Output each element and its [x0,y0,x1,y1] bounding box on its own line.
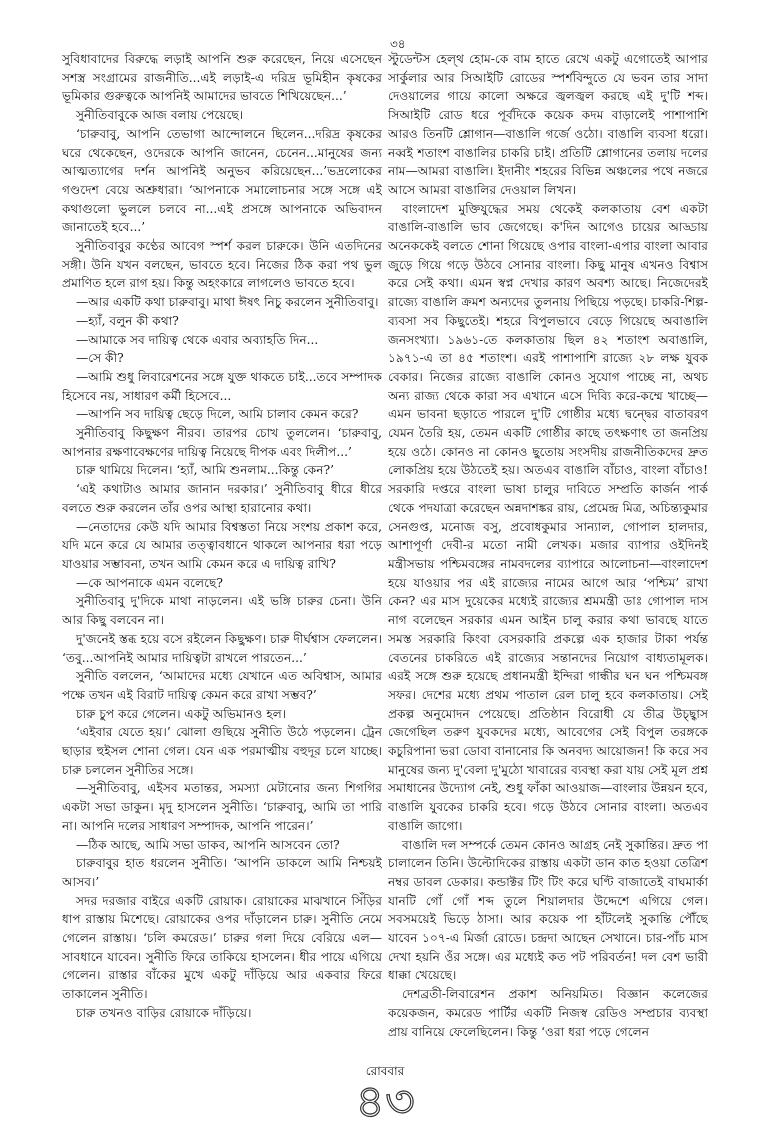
paragraph: চারু চুপ করে গেলেন। একটু অভিমানও হল। [76,706,287,721]
paragraph: ‘এই কথাটাও আমার জানান দরকার।’ সুনীতিবাবু ধীরে ধীরে বলতে শুরু করলেন তাঁর ওপর আস্থা হারানোর কথা। [62,482,382,515]
left-text-column [62,50,382,1050]
paragraph: —কে আপনাকে এমন বলেছে? [76,575,223,590]
paragraph: বাংলাদেশ মুক্তিযুদ্ধের সময় থেকেই কলকাতায় বেশ একটা বাঙালি-বাঙালি ভাব জেগেছে। ক'দিন আগেও চায়ের আড্ডায় অনেককেই বলতে শোনা গিয়েছে ওপার বাংলা-এপার বাংলা আবার জুড়ে গিয়ে গড়ে উঠবে সোনার বাংলা। কিছু মানুষ এখনও বিশ্বাস করে সেই কথা। এমন স্বপ্ন দেখার কারণ অবশ্য আছে। নিজেদেরই রাজ্যে বাঙালি ক্রমশ অন্যদের তুলনায় পিছিয়ে পড়ছে। চাকরি-শিল্প-ব্যবসা সব কিছুতেই। শহরে বিপুলভাবে বেড়ে গিয়েছে অবাঙালি জনসংখ্যা। ১৯৬১-তে কলকাতায় ছিল ৪২ শতাংশ অবাঙালি, ১৯৭১-এ তা ৪৫ শতাংশ। এরই পাশাপাশি রাজ্যে ২৮ লক্ষ যুবক বেকার। নিজের রাজ্যে বাঙালি কোনও সুযোগ পাচ্ছে না, অথচ অন্য রাজ্য থেকে কারা সব এখানে এসে দিব্যি করে-কম্মে খাচ্ছে—এমন ভাবনা ছড়াতে পারলে দু'টি গোষ্ঠীর মধ্যে দ্বন্দ্বের বাতাবরণ যেমন তৈরি হয়, তেমন একটি গোষ্ঠীর কাছে তৎক্ষণাৎ তা জনপ্রিয় হয়ে ওঠে। কোনও না কোনও ছুতোয় সংসদীয় রাজনীতিকদের দ্রুত লোকপ্রিয় হয়ে উঠতেই হয়। অতএব বাঙালি বাঁচাও, বাংলা বাঁচাও! সরকারি দপ্তরে বাংলা ভাষা চালুর দাবিতে সম্প্রতি কার্জন পার্ক থেকে পদযাত্রা করেছেন অন্নদাশঙ্কর রায়, প্রেমেন্দ্র মিত্র, অচিন্ত্যকুমার সেনগুপ্ত, মনোজ বসু, প্রবোধকুমার সান্যাল, গোপাল হালদার, আশাপূর্ণা দেবী-র মতো নামী লেখক। মজার ব্যাপার ওইদিনই মন্ত্রীসভায় পশ্চিমবঙ্গের নামবদলের ব্যাপারে আলোচনা—বাংলাদেশ হয়ে যাওয়ার পর এই রাজ্যের নামের আগে আর ‘পশ্চিম’ রাখা কেন? এর মাস দুয়েকের মধ্যেই রাজ্যের শ্রমমন্ত্রী ডাঃ গোপাল দাস নাগ বলেছেন সরকার এমন আইন চালু করার কথা ভাবছে যাতে সমস্ত সরকারি কিংবা বেসরকারি প্রকল্পে এক হাজার টাকা পর্যন্ত বেতনের চাকরিতে এই রাজ্যের সন্তানদের নিয়োগ বাধ্যতামূলক। এরই সঙ্গে শুরু হয়েছে প্রধানমন্ত্রী ইন্দিরা গান্ধীর ঘন ঘন পশ্চিমবঙ্গ সফর। দেশের মধ্যে প্রথম পাতাল রেল চালু হবে কলকাতায়। সেই প্রকল্প অনুমোদন পেয়েছে। প্রতিষ্ঠান বিরোধী যে তীব্র উচ্ছ্বাস জেগেছিল তরুণ যুবকদের মধ্যে, আবেগের সেই বিপুল তরঙ্গকে কচুরিপানা ভরা ডোবা বানানোর কি অনবদ্য আয়োজন! কি করে সব মানুষের জন্য দু'বেলা দু'মুঠো খাবারের ব্যবস্থা করা যায় সেই মূল প্রশ্ন সমাধানের উদ্যোগ নেই, শুধু ফাঁকা আওয়াজ—বাংলার উন্নয়ন হবে, বাঙালি যুবকের চাকরি হবে। গড়ে উঠবে সোনার বাংলা। অতএব বাঙালি জাগো। [388,201,708,833]
paragraph: —আর একটি কথা চারুবাবু। মাথা ঈষৎ নিচু করলেন সুনীতিবাবু। [76,295,379,310]
paragraph: সদর দরজার বাইরে একটি রোয়াক। রোয়াকের মাঝখানে সিঁড়ির ধাপ রাস্তায় মিশেছে। রোয়াকের ওপর দাঁড়ালেন চারু। সুনীতি নেমে গেলেন রাস্তায়। ‘চলি কমরেড।’ চারুর গলা দিয়ে বেরিয়ে এল—সাবধানে যাবেন। সুনীতি ফিরে তাকিয়ে হাসলেন। ধীর পায়ে এগিয়ে গেলেন। রাস্তার বাঁকের মুখে একটু দাঁড়িয়ে আর একবার ফিরে তাকালেন সুনীতি। [62,893,382,1002]
paragraph: দু'জনেই স্তব্ধ হয়ে বসে রইলেন কিছুক্ষণ। চারু দীর্ঘশ্বাস ফেললেন। ‘তবু...আপনিই আমার দায়িত্বটা রাখলে পারতেন...’ [62,631,382,665]
column-number: ৩৪ [390,37,406,51]
paragraph: ‘চারুবাবু, আপনি তেভাগা আন্দোলনে ছিলেন...দরিদ্র কৃষকের ঘরে থেকেছেন, ওদেরকে আপনি জানেন, চেনেন...মানুষের জন্য আত্মত্যাগের দর্শন আপনিই অনুভব করিয়েছেন...’ভদ্রলোকের গণ্ডদেশ বেয়ে অশ্রুধারা। ‘আপনাকে সমালোচনার সঙ্গে সঙ্গে এই কথাগুলো ভুললে চলবে না...এই প্রসঙ্গে আপনাকে অভিবাদন জানাতেই হবে...’ [62,126,382,235]
paragraph: সুনীতি বললেন, ‘আমাদের মধ্যে যেখানে এত অবিশ্বাস, আমার পক্ষে তখন এই বিরাট দায়িত্ব কেমন করে রাখা সম্ভব?’ [62,669,382,702]
paragraph: —ঠিক আছে, আমি সভা ডাকব, আপনি আসবেন তো? [76,837,340,852]
paragraph: ‘এইবার যেতে হয়।’ ঝোলা গুছিয়ে সুনীতি উঠে পড়লেন। ট্রেন ছাড়ার হুইসল শোনা গেল। যেন এক পরমাত্মীয় বহুদূর চলে যাচ্ছে। চারু চললেন সুনীতির সঙ্গে। [62,725,382,777]
paragraph: —হ্যাঁ, বলুন কী কথা? [76,313,179,328]
paragraph: —আমি শুধু লিবারেশনের সঙ্গে যুক্ত থাকতে চাই...তবে সম্পাদক হিসেবে নয়, সাধারণ কর্মী হিসেবে... [62,369,382,403]
paragraph: চারুবাবুর হাত ধরলেন সুনীতি। ‘আপনি ডাকলে আমি নিশ্চয়ই আসব।’ [62,856,382,889]
footer-label: রোববার [365,1064,405,1078]
paragraph: —সে কী? [76,351,124,366]
paragraph: বাঙালি দল সম্পর্কে তেমন কোনও আগ্রহ নেই সুকান্তির। দ্রুত পা চালালেন তিনি। উল্টোদিকের রাস্তায় একটা ডান কাত হওয়া তেত্রিশ নম্বর ডাবল ডেকার। কন্ডাক্টর টিং টিং করে ঘণ্টি বাজাতেই বাঘমার্কা যানটি গোঁ গোঁ শব্দ তুলে শিয়ালদার উদ্দেশে এগিয়ে গেল। সবসময়েই ভিড়ে ঠাসা। আর কয়েক পা হাঁটলেই সুকান্তি পৌঁছে যাবেন ১০৭-এ মির্জা রোডে। চন্দ্রদা আছেন সেখানে। চার-পাঁচ মাস দেখা হয়নি ওঁর সঙ্গে। এর মধ্যেই কত পট পরিবর্তন! দল বেশ ভারী ধাক্কা খেয়েছে। [388,837,708,983]
paragraph: সুনীতিবাবুকে আজ বলায় পেয়েছে। [76,108,244,123]
paragraph: সুনীতিবাবু কিছুক্ষণ নীরব। তারপর চোখ তুললেন। ‘চারুবাবু, আপনার রক্ষণাবেক্ষণের দায়িত্ব নিয়েছে দীপক এবং দিলীপ...’ [62,426,382,459]
paragraph: চারু তখনও বাড়ির রোয়াকে দাঁড়িয়ে। [76,1005,252,1020]
paragraph: চারু থামিয়ে দিলেন। ‘হ্যাঁ, আমি শুনলাম...কিন্তু কেন?’ [76,463,334,478]
paragraph: —আপনি সব দায়িত্ব ছেড়ে দিলে, আমি চালাব কেমন করে? [76,407,359,422]
paragraph: দেশব্রতী-লিবারেশন প্রকাশ অনিয়মিত। বিজ্ঞান কলেজের কয়েকজন, কমরেড পার্টির একটি নিজস্ব রেডিও সম্প্রচার ব্যবস্থা প্রায় বানিয়ে ফেলেছিলেন। কিন্তু ‘ওরা ধরা পড়ে গেলেন [388,987,708,1039]
right-text-column [388,50,708,1060]
page-number: ৪৩ [355,1074,415,1128]
paragraph: সুবিধাবাদের বিরুদ্ধে লড়াই আপনি শুরু করেছেন, নিয়ে এসেছেন সশস্ত্র সংগ্রামের রাজনীতি...এই লড়াই-এ দরিদ্র ভূমিহীন কৃষকের ভূমিকার গুরুত্বকে আপনিই আমাদের ভাবতে শিখিয়েছেন...’ [62,52,382,104]
paragraph: —নেতাদের কেউ যদি আমার বিশ্বস্ততা নিয়ে সংশয় প্রকাশ করে, যদি মনে করে যে আমার তত্ত্বাবধানে থাকলে আপনার ধরা পড়ে যাওয়ার সম্ভাবনা, তখন আমি কেমন করে এ দায়িত্ব রাখি? [62,519,382,571]
paragraph: সুনীতিবাবু দু'দিকে মাথা নাড়লেন। এই ভঙ্গি চারুর চেনা। উনি আর কিছু বলবেন না। [62,594,382,628]
paragraph: —সুনীতিবাবু, এইসব মতান্তর, সমস্যা মেটানোর জন্য শিগগির একটা সভা ডাকুন। মৃদু হাসলেন সুনীতি। ‘চারুবাবু, আমি তা পারি না। আপনি দলের সাধারণ সম্পাদক, আপনি পারেন।’ [62,781,382,833]
paragraph: সুনীতিবাবুর কণ্ঠের আবেগ স্পর্শ করল চারুকে। উনি এতদিনের সঙ্গী। উনি যখন বলছেন, ভাবতে হবে। নিজের ঠিক করা পথ ভুল প্রমাণিত হলে রাগ হয়। কিন্তু অহংকারে লাগলেও ভাবতে হবে। [62,239,382,291]
paragraph: স্টুডেন্টস হেল্থ হোম-কে বাম হাতে রেখে একটু এগোতেই আপার সার্কুলার আর সিআইটি রোডের স্পর্শবিন্দুতে যে ভবন তার সাদা দেওয়ালের গায়ে কালো অক্ষরে জ্বলজ্বল করছে এই দু'টি শব্দ। সিআইটি রোড ধরে পূর্বদিকে কয়েক কদম বাড়ালেই পাশাপাশি আরও তিনটি শ্লোগান—বাঙালি গর্জে ওঠো। বাঙালি ব্যবসা ধরো। নব্বই শতাংশ বাঙালির চাকরি চাই। প্রতিটি শ্লোগানের তলায় দলের নাম—আমরা বাঙালি। ইদানীং শহরের বিভিন্ন অঞ্চলের পথে নজরে আসে আমরা বাঙালির দেওয়াল লিখন। [388,52,708,197]
paragraph: —আমাকে সব দায়িত্ব থেকে এবার অব্যাহতি দিন... [76,332,319,347]
